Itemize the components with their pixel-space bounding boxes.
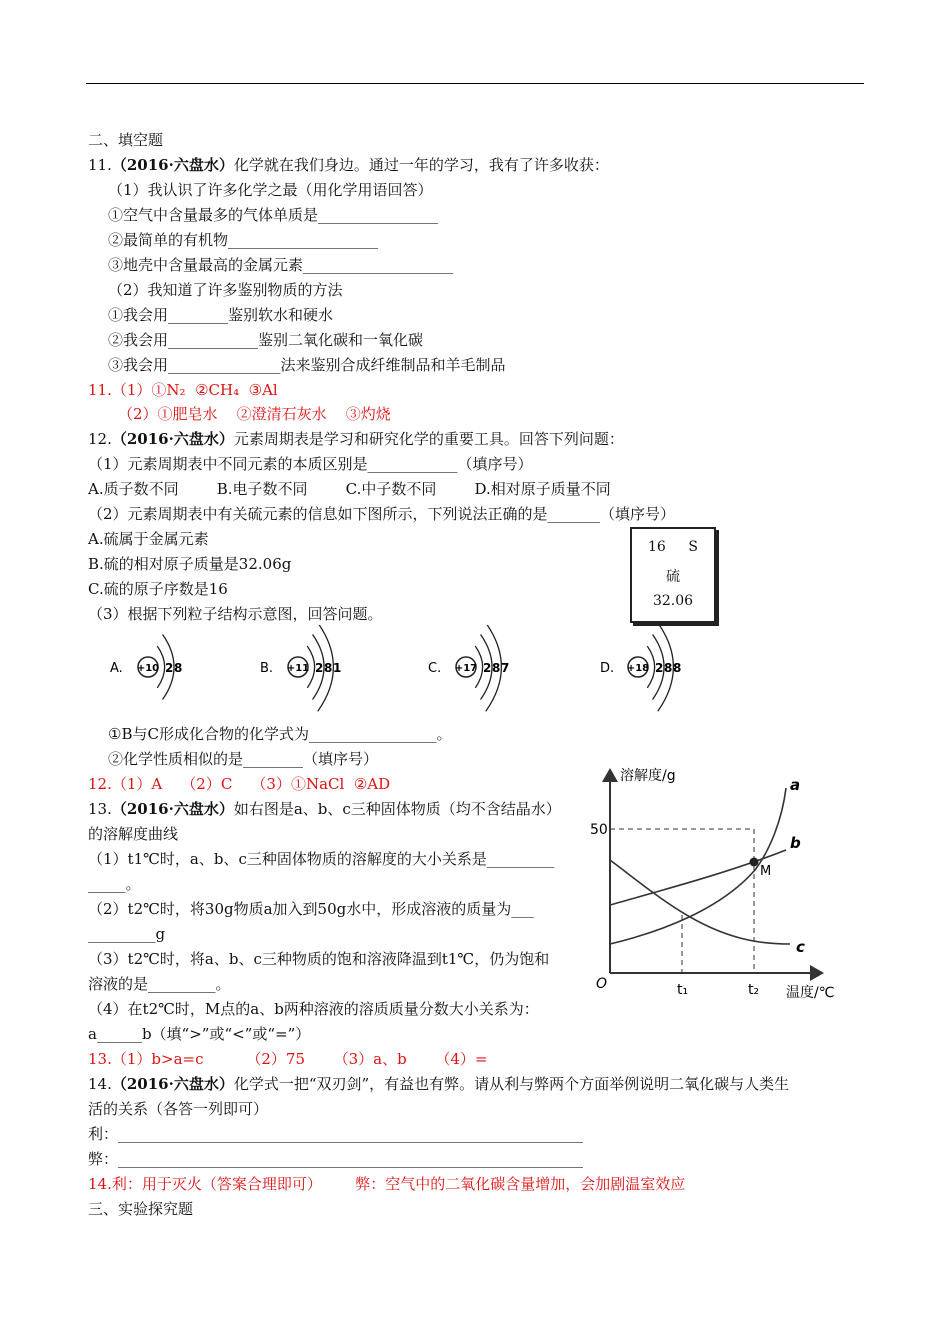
q13-stem-2: 的溶解度曲线 (88, 825, 179, 843)
shell-electron-count: 8 (664, 661, 673, 675)
nucleus-charge: +18 (626, 663, 650, 674)
section-title-fill-blank: 二、填空题 (88, 131, 164, 149)
q12-sub2: ②化学性质相似的是________（填序号） (108, 750, 379, 768)
q12-option-a: A.硫属于金属元素 (88, 530, 209, 548)
atom-diagram-a (110, 634, 182, 699)
x-tick-t1: t₁ (677, 982, 689, 998)
shell-electron-count: 8 (174, 661, 183, 675)
q14-stem-2: 活的关系（各答一列即可） (88, 1100, 269, 1118)
q14-stem: 14.（2016·六盘水）化学式一把“双刃剑”，有益也有弊。请从利与弊两个方面举例说明二氧化碳与人类生 (88, 1075, 790, 1093)
element-name: 硫 (666, 569, 680, 585)
q13-part4-cont: a______b（填“>”或“<”或“=”） (88, 1025, 311, 1043)
shell-electron-count: 8 (673, 661, 682, 675)
atomic-mass: 32.06 (652, 593, 694, 609)
curve-c-label: c (796, 938, 805, 956)
shell-electron-count: 1 (333, 661, 342, 675)
q12-part2: （2）元素周期表中有关硫元素的信息如下图所示，下列说法正确的是_______（填序号） (88, 505, 676, 523)
curve-a-label: a (790, 776, 801, 794)
q12-options: A.质子数不同 B.电子数不同 C.中子数不同 D.相对原子质量不同 (88, 480, 611, 498)
q13-answer: 13.（1）b>a=c （2）75 （3）a、b （4）= (88, 1050, 488, 1068)
q13-part1-cont: _____。 (88, 875, 141, 893)
atom-label: B. (260, 661, 274, 676)
shell-electron-count: 2 (483, 661, 492, 675)
q13-part3: （3）t2℃时，将a、b、c三种物质的饱和溶液降温到t1℃，仍为饱和 (88, 950, 550, 968)
q12-answer: 12.（1）A （2）C （3）①NaCl ②AD (88, 775, 391, 793)
q14-disadvantage: 弊：______________________________________________________________ (88, 1150, 584, 1168)
element-symbol: S (688, 539, 698, 555)
nucleus-charge: +11 (286, 663, 310, 674)
q13-part2-cont: _________g (88, 925, 166, 943)
section-title-experiment: 三、实验探究题 (88, 1200, 194, 1218)
point-m-label: M (760, 864, 772, 879)
x-axis-label: 温度/℃ (786, 985, 835, 1001)
y-tick-50: 50 (590, 822, 608, 838)
q12-stem: 12.（2016·六盘水）元素周期表是学习和研究化学的重要工具。回答下列问题： (88, 430, 624, 448)
q11-item-c: ③地壳中含量最高的金属元素____________________ (108, 256, 454, 274)
shell-electron-count: 2 (165, 661, 174, 675)
shell-electron-count: 2 (315, 661, 324, 675)
q13-part4: （4）在t2℃时，M点的a、b两种溶液的溶质质量分数大小关系为： (88, 1000, 539, 1018)
shell-electron-count: 8 (324, 661, 333, 675)
q11-part1: （1）我认识了许多化学之最（用化学用语回答） (108, 181, 433, 199)
particle-structure-diagrams (110, 625, 710, 715)
q13-stem: 13.（2016·六盘水）如右图是a、b、c三种固体物质（均不含结晶水） (88, 800, 561, 818)
x-tick-t2: t₂ (748, 982, 760, 998)
q12-part1: （1）元素周期表中不同元素的本质区别是____________（填序号） (88, 455, 533, 473)
q11-item-d: ①我会用________鉴别软水和硬水 (108, 306, 334, 324)
q12-option-b: B.硫的相对原子质量是32.06g (88, 555, 292, 573)
q12-option-c: C.硫的原子序数是16 (88, 580, 228, 598)
q11-part2: （2）我知道了许多鉴别物质的方法 (108, 281, 343, 299)
q13-part2: （2）t2℃时，将30g物质a加入到50g水中，形成溶液的质量为___ (88, 900, 534, 918)
q13-part1: （1）t1℃时，a、b、c三种固体物质的溶解度的大小关系是_________ (88, 850, 555, 868)
q14-answer: 14.利：用于灭火（答案合理即可） 弊：空气中的二氧化碳含量增加，会加剧温室效应 (88, 1175, 686, 1193)
y-axis-label: 溶解度/g (620, 768, 676, 784)
atomic-number: 16 (648, 539, 666, 555)
q13-part3-cont: 溶液的是_________。 (88, 975, 231, 993)
q11-answer-2: （2）①肥皂水 ②澄清石灰水 ③灼烧 (118, 405, 391, 423)
q11-item-e: ②我会用____________鉴别二氧化碳和一氧化碳 (108, 331, 424, 349)
atom-label: A. (110, 661, 123, 676)
nucleus-charge: +17 (454, 663, 478, 674)
nucleus-charge: +10 (136, 663, 160, 674)
origin-label: O (596, 976, 608, 992)
sulfur-element-card (630, 527, 716, 623)
q12-sub1: ①B与C形成化合物的化学式为_________________。 (108, 725, 452, 743)
q11-item-a: ①空气中含量最多的气体单质是________________ (108, 206, 439, 224)
q11-answer-1: 11.（1）①N₂ ②CH₄ ③Al (88, 381, 278, 399)
atom-diagram-c (428, 625, 509, 711)
q11-item-b: ②最简单的有机物____________________ (108, 231, 379, 249)
top-rule (86, 83, 864, 84)
shell-electron-count: 7 (501, 661, 510, 675)
atom-label: D. (600, 661, 615, 676)
atom-label: C. (428, 661, 442, 676)
q14-advantage: 利：______________________________________________________________ (88, 1125, 584, 1143)
q11-item-f: ③我会用_______________法来鉴别合成纤维制品和羊毛制品 (108, 356, 506, 374)
curve-b-label: b (790, 834, 801, 852)
q11-stem: 11.（2016·六盘水）化学就在我们身边。通过一年的学习，我有了许多收获： (88, 156, 609, 174)
atom-diagram-b (260, 625, 341, 711)
q12-part3: （3）根据下列粒子结构示意图，回答问题。 (88, 605, 383, 623)
point-m (750, 858, 759, 867)
solubility-curve-chart (590, 760, 850, 1005)
shell-electron-count: 8 (492, 661, 501, 675)
atom-diagram-d (600, 625, 681, 711)
shell-electron-count: 2 (655, 661, 664, 675)
